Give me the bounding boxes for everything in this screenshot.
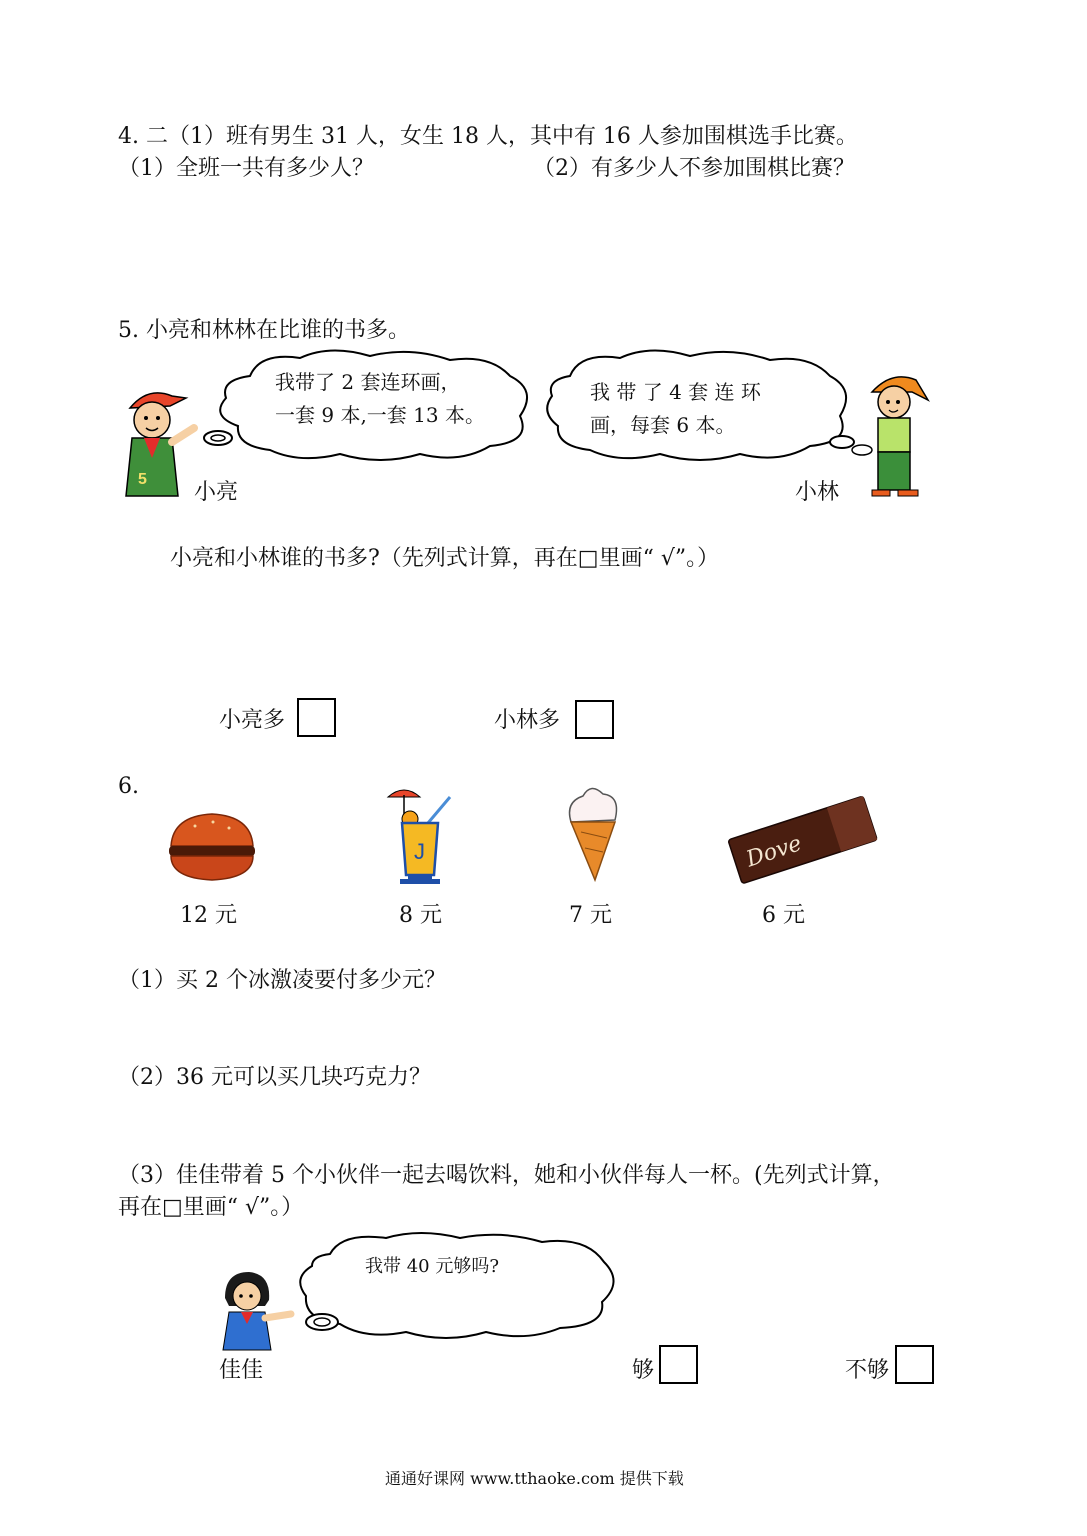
svg-text:5: 5: [138, 471, 147, 488]
price-chocolate: 6 元: [762, 903, 805, 928]
chocolate-bar-icon: [725, 783, 880, 893]
boy-xiaolin-illustration: [862, 370, 932, 500]
boy-xiaoliang-illustration: [108, 378, 198, 508]
hamburger-icon: [165, 810, 260, 885]
q4-sub2: （2）有多少人不参加围棋比赛？: [533, 156, 855, 181]
checkbox-enough[interactable]: [659, 1345, 698, 1384]
q6-sub3-line2: 再在□里画“ √”。）: [118, 1195, 304, 1220]
checkbox-not-enough[interactable]: [895, 1345, 934, 1384]
q6-sub3-line1: （3）佳佳带着 5 个小伙伴一起去喝饮料，她和小伙伴每人一杯。(先列式计算，: [118, 1163, 895, 1188]
q6-option-enough: 够: [632, 1358, 655, 1383]
checkbox-xiaolin[interactable]: [575, 700, 614, 739]
ice-cream-icon: [563, 782, 623, 882]
svg-text:J: J: [414, 839, 425, 864]
q5-question: 小亮和小林谁的书多?（先列式计算，再在□里画“ √”。）: [170, 546, 720, 571]
footer-text: 通通好课网 www.tthaoke.com 提供下载: [385, 1469, 684, 1488]
thought-bubble-jiajia: [290, 1230, 620, 1345]
girl-jiajia-illustration: [215, 1270, 295, 1352]
q5-option-xiaoliang: 小亮多: [219, 708, 286, 733]
name-jiajia: 佳佳: [219, 1358, 264, 1383]
bubble-left-line1: 我带了 2 套连环画，: [275, 370, 461, 394]
bubble-right-line2: 画，每套 6 本。: [590, 413, 736, 437]
bubble-left-line2: 一套 9 本,一套 13 本。: [275, 403, 485, 427]
juice-icon: [380, 783, 460, 888]
bubble-right-line1: 我 带 了 4 套 连 环: [590, 380, 761, 404]
price-ice-cream: 7 元: [569, 903, 612, 928]
chocolate-brand-label: Dove: [743, 831, 805, 873]
q4-sub1: （1）全班一共有多少人？: [118, 156, 374, 181]
q6-sub1: （1）买 2 个冰激凌要付多少元？: [118, 968, 446, 993]
q6-sub2: （2）36 元可以买几块巧克力？: [118, 1065, 431, 1090]
name-xiaoliang: 小亮: [194, 480, 239, 505]
bubble-jiajia-text: 我带 40 元够吗?: [365, 1256, 499, 1277]
checkbox-xiaoliang[interactable]: [297, 698, 336, 737]
price-hamburger: 12 元: [180, 903, 237, 928]
name-xiaolin: 小林: [795, 480, 840, 505]
q6-option-not-enough: 不够: [845, 1358, 890, 1383]
q5-title: 5. 小亮和林林在比谁的书多。: [118, 318, 410, 343]
q4-title: 4. 二（1）班有男生 31 人，女生 18 人，其中有 16 人参加围棋选手比赛。: [118, 124, 858, 149]
q5-option-xiaolin: 小林多: [494, 708, 561, 733]
price-juice: 8 元: [399, 903, 442, 928]
q6-number: 6.: [118, 774, 139, 799]
thought-bubble-right: [540, 346, 880, 466]
